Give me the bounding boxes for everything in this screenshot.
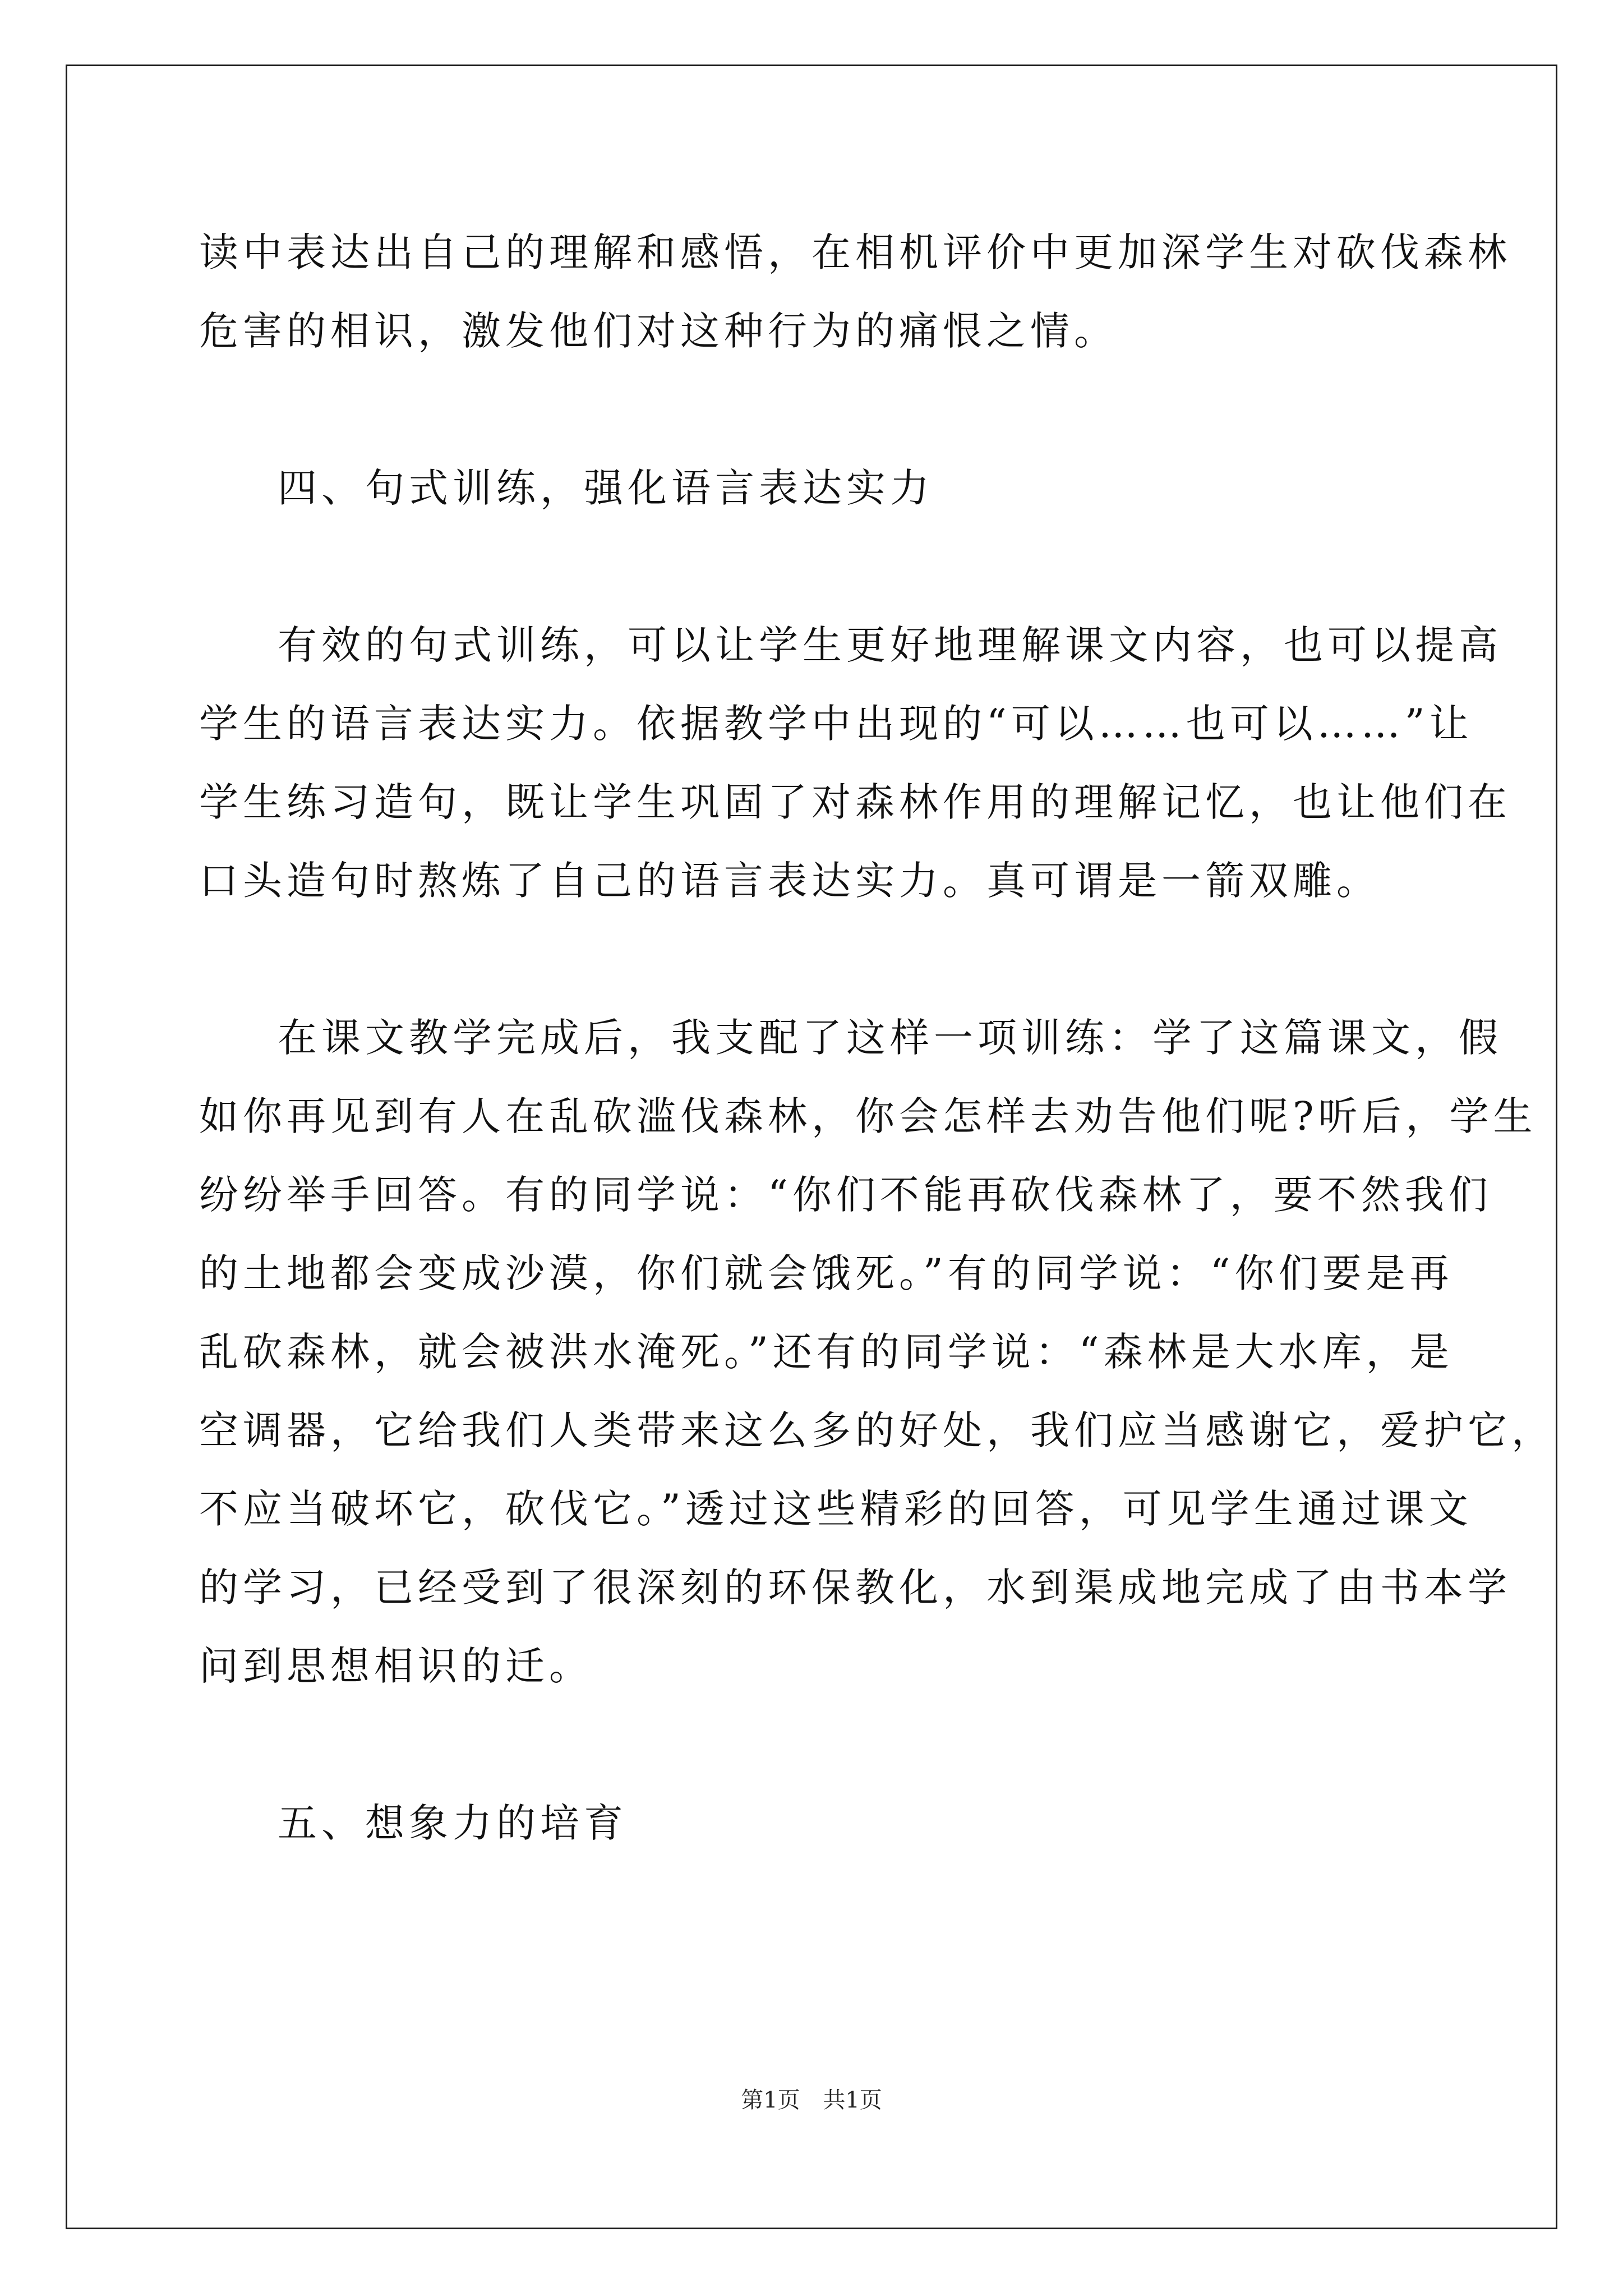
- heading-text: 四、句式训练，强化语言表达实力: [278, 465, 934, 511]
- text-line: 纷纷举手回答。有的同学说：“你们不能再砍伐森林了，要不然我们: [199, 1172, 1492, 1218]
- document-body: [199, 213, 1555, 1862]
- page-total: 共1页: [823, 2087, 882, 2113]
- paragraph-1: [199, 213, 1511, 370]
- section-heading-5: [199, 1784, 1444, 1862]
- page-footer: [0, 2082, 1623, 2114]
- page-number: 第1页: [741, 2087, 800, 2113]
- text-line: 危害的相识，激发他们对这种行为的痛恨之情。: [199, 308, 1118, 354]
- text-line: 不应当破坏它，砍伐它。”透过这些精彩的回答，可见学生通过课文: [199, 1486, 1473, 1532]
- text-line: 的土地都会变成沙漠，你们就会饿死。”有的同学说：“你们要是再: [199, 1250, 1454, 1296]
- text-line: 学生练习造句，既让学生巩固了对森林作用的理解记忆，也让他们在: [199, 779, 1511, 825]
- section-heading-4: [199, 449, 1444, 527]
- text-line: 学生的语言表达实力。依据教学中出现的“可以……也可以……”让: [199, 701, 1473, 747]
- text-line: 如你再见到有人在乱砍滥伐森林，你会怎样去劝告他们呢?听后，学生: [199, 1093, 1537, 1139]
- text-line: 空调器，它给我们人类带来这么多的好处，我们应当感谢它，爱护它，: [199, 1407, 1555, 1453]
- text-line: 有效的句式训练，可以让学生更好地理解课文内容，也可以提高: [278, 622, 1502, 668]
- text-line: 口头造句时熬炼了自己的语言表达实力。真可谓是一箭双雕。: [199, 858, 1380, 904]
- text-line: 在课文教学完成后，我支配了这样一项训练：学了这篇课文，假: [278, 1015, 1502, 1061]
- paragraph-3: [199, 999, 1555, 1705]
- text-line: 乱砍森林，就会被洪水淹死。”还有的同学说：“森林是大水库，是: [199, 1329, 1454, 1375]
- text-line: 的学习，已经受到了很深刻的环保教化，水到渠成地完成了由书本学: [199, 1565, 1511, 1611]
- text-line: 问到思想相识的迁。: [199, 1643, 593, 1689]
- paragraph-2: [199, 606, 1511, 920]
- text-line: 读中表达出自己的理解和感悟，在相机评价中更加深学生对砍伐森林: [199, 229, 1511, 275]
- heading-text: 五、想象力的培育: [278, 1800, 628, 1846]
